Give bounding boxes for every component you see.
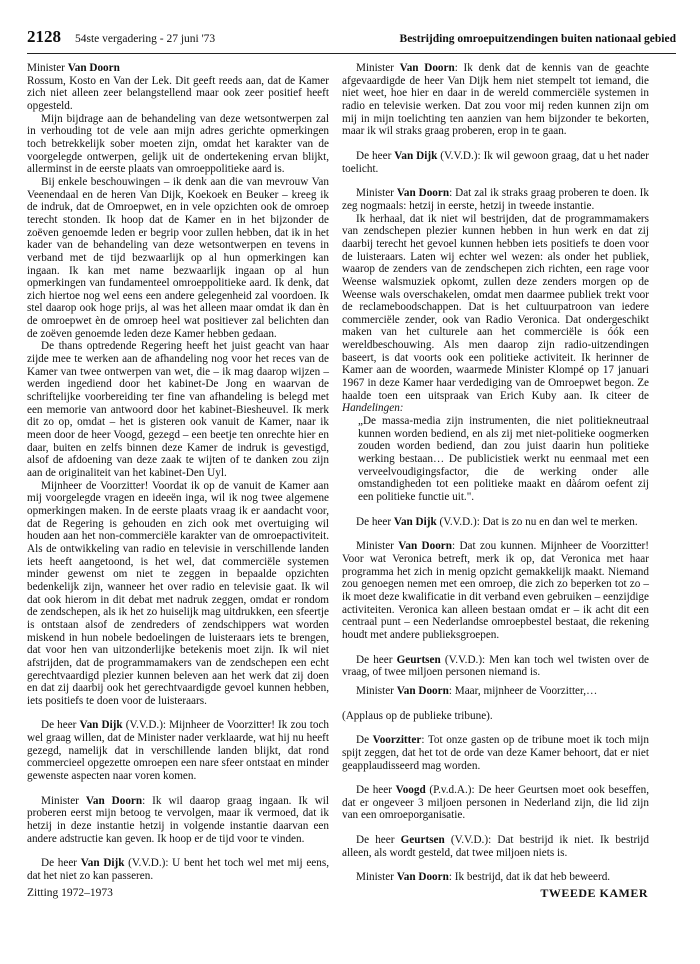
speaker-prefix: De heer [41, 719, 80, 732]
interjection [342, 150, 649, 175]
speaker-name: Voorzitter [372, 734, 422, 747]
speaker-name: Voogd [395, 784, 426, 797]
speaker-prefix: De heer [356, 834, 401, 847]
speaker-name: Van Dijk [393, 515, 437, 528]
paragraph: Mijn bijdrage aan de behandeling van deze wetsontwerpen zal in verhouding tot de vele aan mijn adres gerichte opmerkingen toch betrekkelijk sober moeten zijn, omdat het karakter van de voorgelegde ontwerpen, gelijk uit de ondertekening ervan blijkt, allerminst in de eerste plaats van omroeppolitieke aard is. [27, 112, 329, 176]
speaker-prefix: De heer [356, 653, 397, 666]
speaker-prefix: Minister [356, 684, 397, 697]
paragraph: Rossum, Kosto en Van der Lek. Dit geeft reeds aan, dat de Kamer zich niet alleen zeer belangstellend maar ook zeer positief heeft opgesteld. [27, 74, 329, 112]
speech-text: (V.V.D.): Dat is zo nu en dan wel te merken. [436, 515, 638, 528]
speaker-name: Van Doorn [396, 871, 449, 884]
speech-text: : Tot onze gasten op de tribune moet ik toch mijn spijt zeggen, dat het tot de orde van deze Kamer behoort, dat er niet geapplaudisseerd mag worden. [342, 734, 650, 772]
page-header [27, 27, 676, 53]
speaker-prefix: Minister [356, 871, 397, 884]
speaker-name: Van Dijk [394, 149, 438, 162]
speaker-prefix: De heer [41, 857, 81, 870]
interjection [342, 834, 649, 859]
speech-text: Ik herhaal, dat ik niet wil bestrijden, dat de programmamakers van zendschepen plezier kunnen hebben in hun werk en dat zij daarbij terecht het gevoel kunnen hebben iets positiefs te doen voor de luisteraars. Laten wij echter wel wezen: als onder het publiek, waarop de zenders van de zendschepen zich richten, een rage voor Weense walsmuziek opkomt, zullen deze zenders morgen op de Weense wals overschakelen, omdat men daarmee publiek trekt voor de reclameboodschappen. Dat is het cultuurpatroon van iedere commerciële zender, ook van Radio Veronica. Dat ondergeschikt maken van het culturele aan het commerciële is óók een wereldbeschouwing. Als men daarop zijn radio-uitzendingen baseert, is dat voorts ook een politieke activiteit. Ik herinner de Kamer aan de woorden, waarmede Minister Klompé op 17 januari 1967 in deze Kamer haar verdediging van de Omroepwet begon. Ze haalde toen een uitspraak van Erich Kuby aan. Ik citeer de [342, 212, 649, 402]
paragraph [342, 213, 649, 416]
session-date: 54ste vergadering - 27 juni '73 [75, 33, 216, 45]
interjection [342, 871, 649, 884]
paragraph [27, 62, 329, 75]
stage-direction: (Applaus op de publieke tribune). [342, 709, 493, 722]
interjection [342, 685, 649, 698]
italic-reference: Handelingen: [342, 402, 404, 415]
speaker-name: Van Doorn [396, 684, 449, 697]
speaker-prefix: De heer [356, 515, 394, 528]
speaker-name: Van Doorn [396, 187, 450, 200]
right-column [342, 62, 649, 884]
interjection [342, 516, 649, 529]
interjection [342, 654, 649, 679]
footer-session-years: Zitting 1972–1973 [27, 887, 113, 899]
speaker-name: Geurtsen [400, 834, 445, 847]
speech-text: (V.V.D.): U bent het toch wel met mij eens, dat het niet zo kan passeren. [27, 857, 329, 883]
speaker-prefix: Minister [356, 62, 400, 74]
speaker-name: Geurtsen [396, 653, 441, 666]
footer-chamber: TWEEDE KAMER [540, 886, 648, 900]
speaker-name: Van Doorn [398, 540, 452, 553]
paragraph: De thans optredende Regering heeft het juist geacht van haar zijde mee te werken aan de afhandeling nog voor het reces van de Kamer van twee ontwerpen van wet, die – ik mag daarop wijzen – werden ingediend door het kabinet-De Jong en waarvan de schriftelijke voorbereiding ter fine van afhandeling is belegd met een memorie van antwoord door het kabinet-Biesheuvel. Ik merk dit zo op, omdat – het is gisteren ook vanuit de Kamer, naar ik meen door de heer Voogd, gezegd – een beetje ten onrechte hier en daar, buiten en zelfs binnen deze Kamer de indruk is gevestigd, alsof de afdoening van deze zaak te wijten of te danken zou zijn aan de originaliteit van het kabinet-Den Uyl. [27, 340, 329, 479]
speech-text: : Dat zal ik straks graag proberen te doen. Ik zeg nogmaals: hetzij in eerste, hetzij in tweede instantie. [342, 187, 649, 212]
speaker-name: Van Dijk [80, 857, 125, 870]
speech-text: : Ik bestrijd, dat ik dat heb beweerd. [448, 871, 611, 884]
speaker-name: Van Doorn [399, 62, 455, 74]
speaker-name: Van Doorn [67, 62, 120, 74]
speaker-name: Van Dijk [79, 719, 123, 732]
speech-text: (P.v.d.A.): De heer Geurtsen moet ook beseffen, dat er ongeveer 3 miljoen personen in Nederland zijn, die lid zijn van een omroeporganisatie. [342, 784, 649, 822]
speech-text: (V.V.D.): Ik wil gewoon graag, dat u het nader toelicht. [342, 149, 649, 175]
speaker-prefix: Minister [27, 62, 68, 74]
interjection [342, 62, 649, 138]
speech-text: : Dat zou kunnen. Mijnheer de Voorzitter! Voor wat Veronica betreft, merk ik op, dat Veronica met haar programma het zich in menig opzicht gemakkelijk maakt. Niemand zou genoegen nemen met een omroep, die zich zo beperken tot zo – ik moet deze kwalificatie in dit verband even gebruiken – eenzijdige activiteiten. Veronica kan alleen bestaan omdat er – ik acht dit een centraal punt – een Nederlandse omroepbestel bestaat, die rekening houdt met andere publieksgroepen. [342, 540, 649, 641]
interjection [27, 719, 329, 782]
paragraph: Bij enkele beschouwingen – ik denk aan die van mevrouw Van Veenendaal en de heren Van Dijk, Koekoek en Beuker – kreeg ik de indruk, dat de Omroepwet, en in vele opzichten ook de omroep terecht stonden. Ik hoop dat de Kamer en in het bijzonder de zoëven genoemde leden er begrip voor zullen hebben, dat ik in het kader van de behandeling van deze wetsontwerpen en tevens in verband met de tijd bezwaarlijk op al hun opmerkingen kan ingaan. Ik kan met name bezwaarlijk ingaan op al hun opmerkingen van fundamenteel omroeppolitieke aard. Ik denk, dat zich hiertoe nog wel eens een andere gelegenheid zal voordoen. Ik stel daarop ook hoge prijs, al was het alleen maar omdat ik dan èn de omroepwet èn de omroep heel wat positiever zal belichten dan de zoëven genoemde leden deze Kamer hebben gedaan. [27, 175, 329, 340]
speaker-prefix: De [356, 734, 373, 747]
speech-text: : Maar, mijnheer de Voorzitter,… [448, 684, 598, 697]
speech-text: (V.V.D.): Dat bestrijd ik niet. Ik bestrijd alleen, als wordt gesteld, dat twee miljoen niets is. [342, 834, 649, 859]
left-column [27, 62, 329, 883]
interjection [342, 734, 649, 772]
speaker-prefix: Minister [356, 540, 399, 553]
speech-text: (V.V.D.): Men kan toch wel twisten over de vraag, of twee miljoen personen niemand is. [342, 653, 649, 679]
interjection [27, 857, 329, 882]
running-head: Bestrijding omroepuitzendingen buiten nationaal gebied [399, 33, 676, 45]
speaker-prefix: Minister [356, 187, 397, 200]
speaker-prefix: De heer [356, 784, 396, 797]
speaker-name: Van Doorn [85, 794, 143, 807]
interjection [342, 784, 649, 822]
speech-text: : Ik wil daarop graag ingaan. Ik wil proberen eerst mijn betoog te vervolgen, maar ik vermoed, dat ik hetzij in deze instantie hetzij in volgende instantie daarvan een andere adstructie kan geven. Ik hoop er de tijd voor te vinden. [27, 794, 329, 845]
interjection [342, 540, 649, 641]
quotation: „De massa-media zijn instrumenten, die niet politiekneutraal kunnen worden bediend, en als zij met niet-politieke oogmerken zouden worden bediend, dan zou juist daarin hun politieke werking bestaan… De publicistiek werkt nu eenmaal met een verveelvoudigingsfactor, die de werking onder alle omstandigheden tot een politieke maakt en dàárom oefent zij een politieke functie uit.". [358, 415, 649, 503]
interjection [27, 795, 329, 846]
speaker-prefix: De heer [356, 149, 395, 162]
page-number: 2128 [27, 27, 61, 46]
interjection [342, 187, 649, 212]
header-rule [27, 53, 676, 54]
paragraph: Mijnheer de Voorzitter! Voordat ik op de vanuit de Kamer aan mij voorgelegde vragen en ideeën inga, wil ik nog twee algemene opmerkingen maken. In de eerste plaats vraag ik er aandacht voor, dat de Regering is gehouden en zich ook met overtuiging wil houden aan het non-commerciële karakter van de omroepactiviteit. Als de ontwikkeling van radio en televisie in verschillende landen iets heeft aangetoond, is het wel, dat commerciële systemen minder gewenst om niet te zeggen in bepaalde opzichten bedenkelijk zijn, wanneer het over radio en televisie gaat. Ik wil dat ook hierom in dit debat met nadruk zeggen, omdat er rondom de zendschepen, als ik het zo huiselijk mag uitdrukken, een sfeertje is ontstaan alsof de zendreders of zendschippers wat worden miskend in hun nobele bedoelingen de luisteraars iets te brengen, dat voor hen van uitzonderlijke betekenis moet zijn. Ik wil niet afstrijden, dat de programmamakers van de zendschepen een echt gerechtvaardigd plezier kunnen beleven aan het werk dat zij doen en dat zij daarbij ook het gerechtvaardigde gevoel kunnen hebben, iets positiefs te doen voor de luisteraars. [27, 479, 329, 707]
speaker-prefix: Minister [41, 794, 86, 807]
speech-text: (V.V.D.): Mijnheer de Voorzitter! Ik zou toch wel graag willen, dat de Minister nader verklaarde, wat hij nu heeft gezegd, namelijk dat in verschillende landen blijkt, dat rond commercieel opgezette omroepen een nare sfeer ontstaat en minder gewenste aspecten naar voren komen. [27, 719, 330, 783]
speech-text: : Ik denk dat de kennis van de geachte afgevaardigde de heer Van Dijk hem niet stempelt tot iemand, die niet weet, hoe hier en daar in de wereld commerciële systemen in radio en televisie werken. Dat zou voor mij reden kunnen zijn om mij in mijn toelichting ten aanzien van hem bijzonder te bekorten, maar ik wil straks graag proberen, erop in te gaan. [342, 62, 649, 138]
